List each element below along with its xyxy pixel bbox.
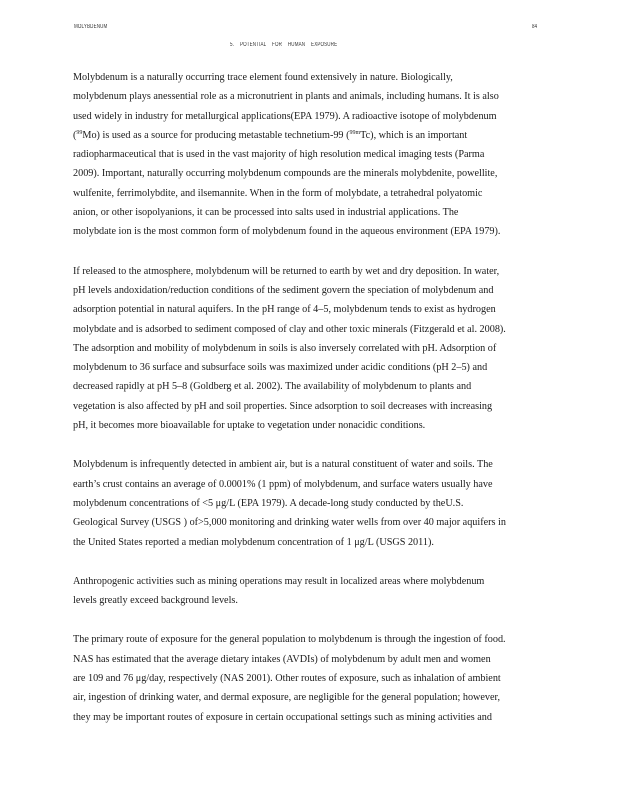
text-line: Geological Survey (USGS ) of>5,000 monitoring and drinking water wells from over 40 major aquifers in (73, 517, 506, 529)
text-line: wulfenite, ferrimolybdite, and ilsemannite. When in the form of molybdate, a tetrahedral polyatomic (73, 187, 483, 199)
text-line: adsorption potential in natural aquifers. In the pH range of 4–5, molybdenum tends to exist as hydrogen (73, 304, 496, 316)
text-line: NAS has estimated that the average dietary intakes (AVDIs) of molybdenum by adult men and women (73, 653, 491, 665)
paragraph-exposure-routes (73, 630, 573, 726)
text-line: Molybdenum is infrequently detected in ambient air, but is a natural constituent of water and soils. The (73, 459, 493, 471)
text-line: anion, or other isopolyanions, it can be processed into salts used in industrial applications. The (73, 207, 459, 219)
page-number: 84 (532, 24, 538, 30)
text-line: pH, it becomes more bioavailable for uptake to vegetation under nonacidic conditions. (73, 420, 426, 432)
text-line: molybdenum to 36 surface and subsurface soils was maximized under acidic conditions (pH 2–5) and (73, 362, 488, 374)
text-line: molybdenum plays anessential role as a micronutrient in plants and animals, including humans. It is also (73, 91, 499, 103)
chapter-heading: 5. POTENTIAL FOR HUMAN EXPOSURE (230, 42, 338, 48)
paragraph-anthropogenic (73, 572, 573, 611)
text-line: pH levels andoxidation/reduction conditions of the sediment govern the speciation of molybdenum and (73, 284, 494, 296)
text-line: molybdate and is adsorbed to sediment composed of clay and other toxic minerals (Fitzgerald et al. 2008). (73, 323, 506, 335)
paragraph-environmental-fate (73, 262, 573, 436)
running-header-title: MOLYBDENUM (74, 24, 108, 30)
text-line: the United States reported a median molybdenum concentration of 1 μg/L (USGS 2011). (73, 536, 434, 548)
text-line: used widely in industry for metallurgical applications(EPA 1979). A radioactive isotope of molybdenum (73, 110, 497, 122)
text-line: Anthropogenic activities such as mining operations may result in localized areas where molybdenum (73, 575, 485, 587)
text-line: Molybdenum is a naturally occurring trace element found extensively in nature. Biologically, (73, 72, 453, 83)
paragraph-environmental-levels (73, 455, 573, 551)
text-line: are 109 and 76 μg/day, respectively (NAS 2001). Other routes of exposure, such as inhalation of ambient (73, 673, 501, 685)
text-line: The adsorption and mobility of molybdenum in soils is also inversely correlated with pH. Adsorption of (73, 342, 497, 354)
text-line: ($^{99}$Mo) is used as a source for producing metastable technetium-99 ($^{99m}$Tc), which is an important (73, 129, 468, 141)
text-line: earth’s crust contains an average of 0.0001% (1 ppm) of molybdenum, and surface waters usually have (73, 478, 493, 490)
text-line: The primary route of exposure for the general population to molybdenum is through the ingestion of food. (73, 634, 506, 646)
paragraph-intro (73, 68, 573, 242)
text-line: If released to the atmosphere, molybdenum will be returned to earth by wet and dry deposition. In water, (73, 265, 500, 277)
text-line: they may be important routes of exposure in certain occupational settings such as mining activities and (73, 711, 492, 723)
text-line: molybdate ion is the most common form of molybdenum found in the aqueous environment (EPA 1979). (73, 226, 501, 238)
text-line: decreased rapidly at pH 5–8 (Goldberg et al. 2002). The availability of molybdenum to plants and (73, 381, 472, 393)
text-line: vegetation is also affected by pH and soil properties. Since adsorption to soil decreases with increasing (73, 400, 493, 412)
text-line: molybdenum concentrations of <5 μg/L (EPA 1979). A decade-long study conducted by theU.S. (73, 497, 464, 509)
text-line: levels greatly exceed background levels. (73, 595, 238, 607)
text-line: radiopharmaceutical that is used in the vast majority of high resolution medical imaging tests (Parma (73, 149, 485, 161)
text-line: 2009). Important, naturally occurring molybdenum compounds are the minerals molybdenite, powellite, (73, 168, 498, 180)
document-body (73, 68, 573, 747)
text-line: air, ingestion of drinking water, and dermal exposure, are negligible for the general population; however, (73, 692, 501, 704)
